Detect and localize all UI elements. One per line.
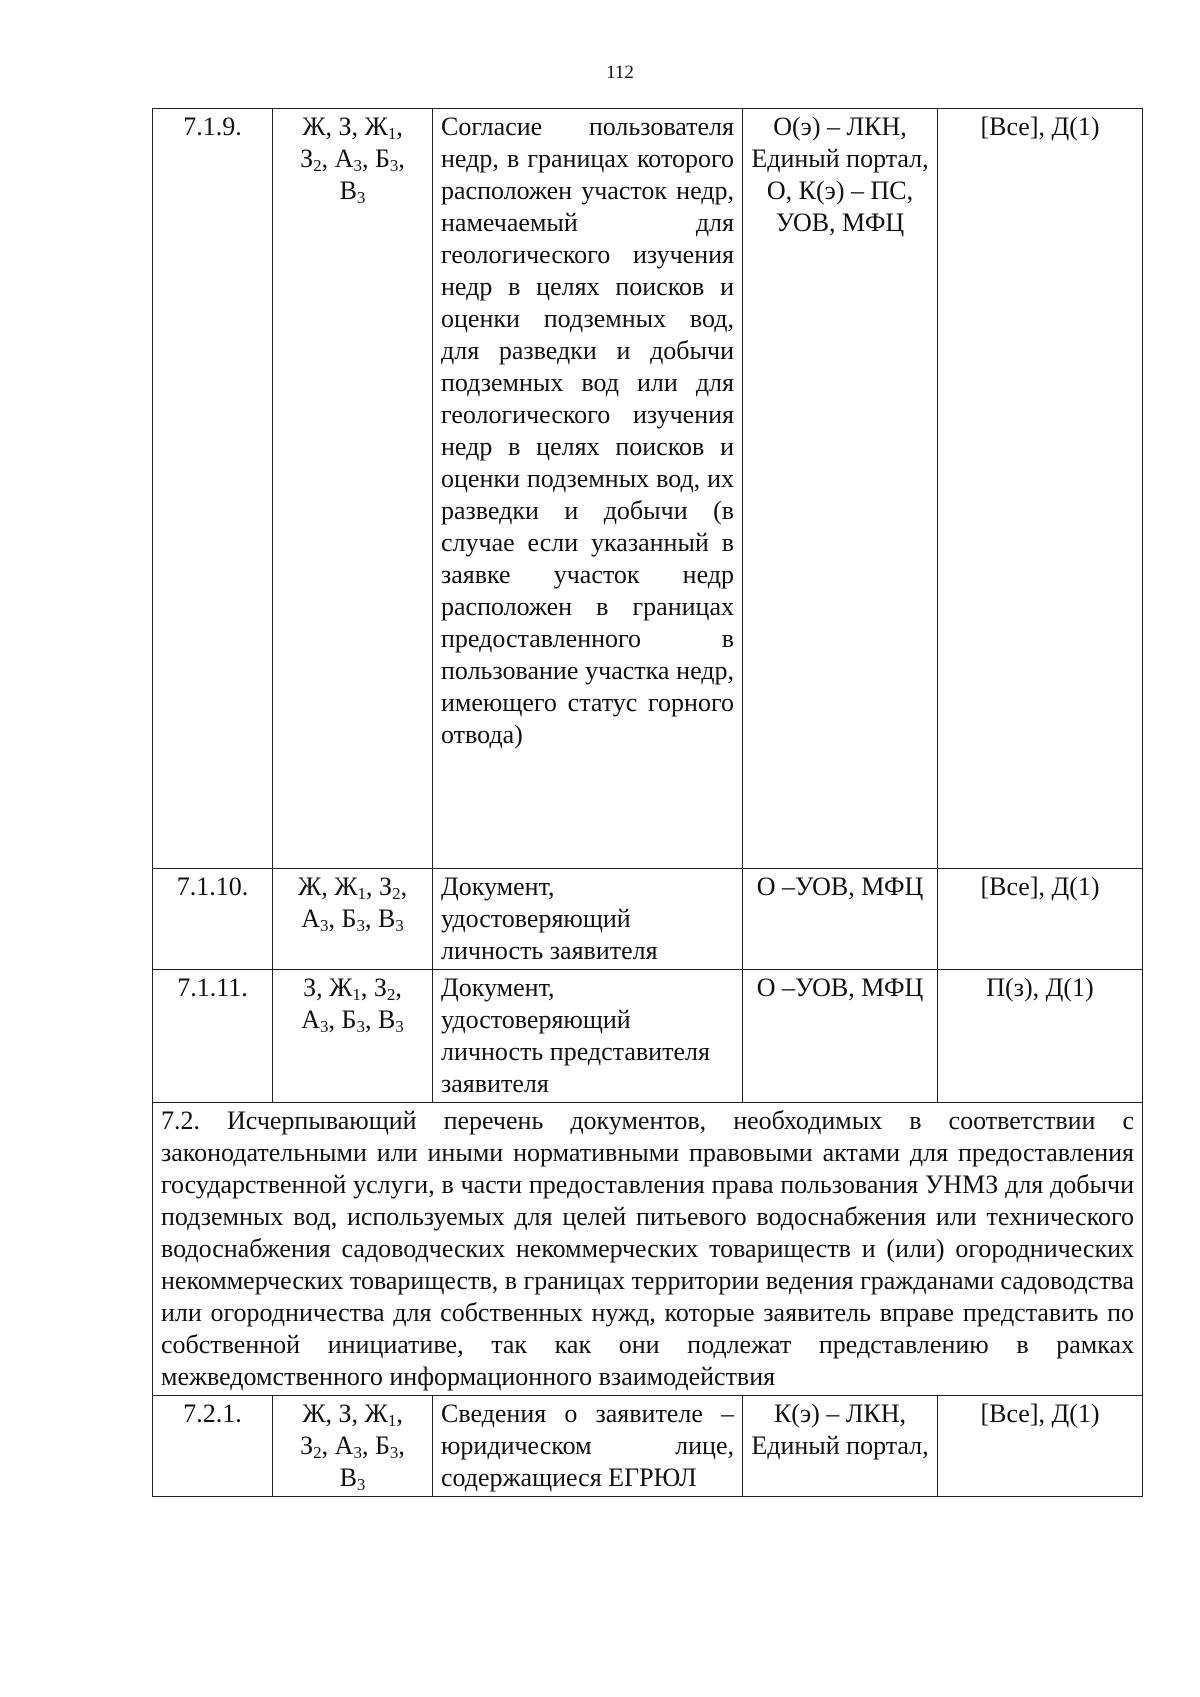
row-categories: Ж, З, $Ж_1$, $З_2$, $А_3$, $Б_3$, $В_3$ <box>273 1396 433 1497</box>
row-conditions: [Все], Д(1) <box>938 869 1143 970</box>
row-document: Согласие пользователя недр, в границах которого расположен участок недр, намечаемый для геологического изучения недр в целях поисков и оценки подземных вод, для разведки и добычи подземных вод или для геологического изучения недр в целях поисков и оценки подземных вод, их разведки и добычи (в случае если указанный в заявке участок недр расположен в границах предоставленного в пользование участка недр, имеющего статус горного отвода) <box>433 109 743 869</box>
row-categories: Ж, З, $Ж_1$, $З_2$, $А_3$, $Б_3$, $В_3$ <box>273 109 433 869</box>
row-source: О(э) – ЛКН, Единый портал, О, К(э) – ПС, УОВ, МФЦ <box>743 109 938 869</box>
row-categories: З, $Ж_1$, $З_2$, $А_3$, $Б_3$, $В_3$ <box>273 970 433 1103</box>
row-conditions: [Все], Д(1) <box>938 1396 1143 1497</box>
row-document: Документ, удостоверяющий личность представителя заявителя <box>433 970 743 1103</box>
row-source: К(э) – ЛКН, Единый портал, <box>743 1396 938 1497</box>
row-document: Сведения о заявителе – юридическом лице, содержащиеся ЕГРЮЛ <box>433 1396 743 1497</box>
row-number: 7.1.9. <box>153 109 273 869</box>
row-source: О –УОВ, МФЦ <box>743 869 938 970</box>
documents-table <box>152 108 1143 1497</box>
row-categories: Ж, $Ж_1$, $З_2$, $А_3$, $Б_3$, $В_3$ <box>273 869 433 970</box>
row-conditions: [Все], Д(1) <box>938 109 1143 869</box>
table-row <box>153 869 1143 970</box>
row-conditions: П(з), Д(1) <box>938 970 1143 1103</box>
page-number: 112 <box>606 62 634 83</box>
row-source: О –УОВ, МФЦ <box>743 970 938 1103</box>
row-number: 7.2.1. <box>153 1396 273 1497</box>
table-row <box>153 1396 1143 1497</box>
table-row <box>153 109 1143 869</box>
section-7-2-text: 7.2. Исчерпывающий перечень документов, необходимых в соответствии с законодательными или иными нормативными правовыми актами для предоставления государственной услуги, в части предоставления права пользования УНМЗ для добычи подземных вод, используемых для целей питьевого водоснабжения или технического водоснабжения садоводческих некоммерческих товариществ и (или) огороднических некоммерческих товариществ, в границах территории ведения гражданами садоводства или огородничества для собственных нужд, которые заявитель вправе представить по собственной инициативе, так как они подлежат представлению в рамках межведомственного информационного взаимодействия <box>153 1103 1143 1396</box>
row-number: 7.1.10. <box>153 869 273 970</box>
section-row <box>153 1103 1143 1396</box>
table-row <box>153 970 1143 1103</box>
row-number: 7.1.11. <box>153 970 273 1103</box>
row-document: Документ, удостоверяющий личность заявителя <box>433 869 743 970</box>
